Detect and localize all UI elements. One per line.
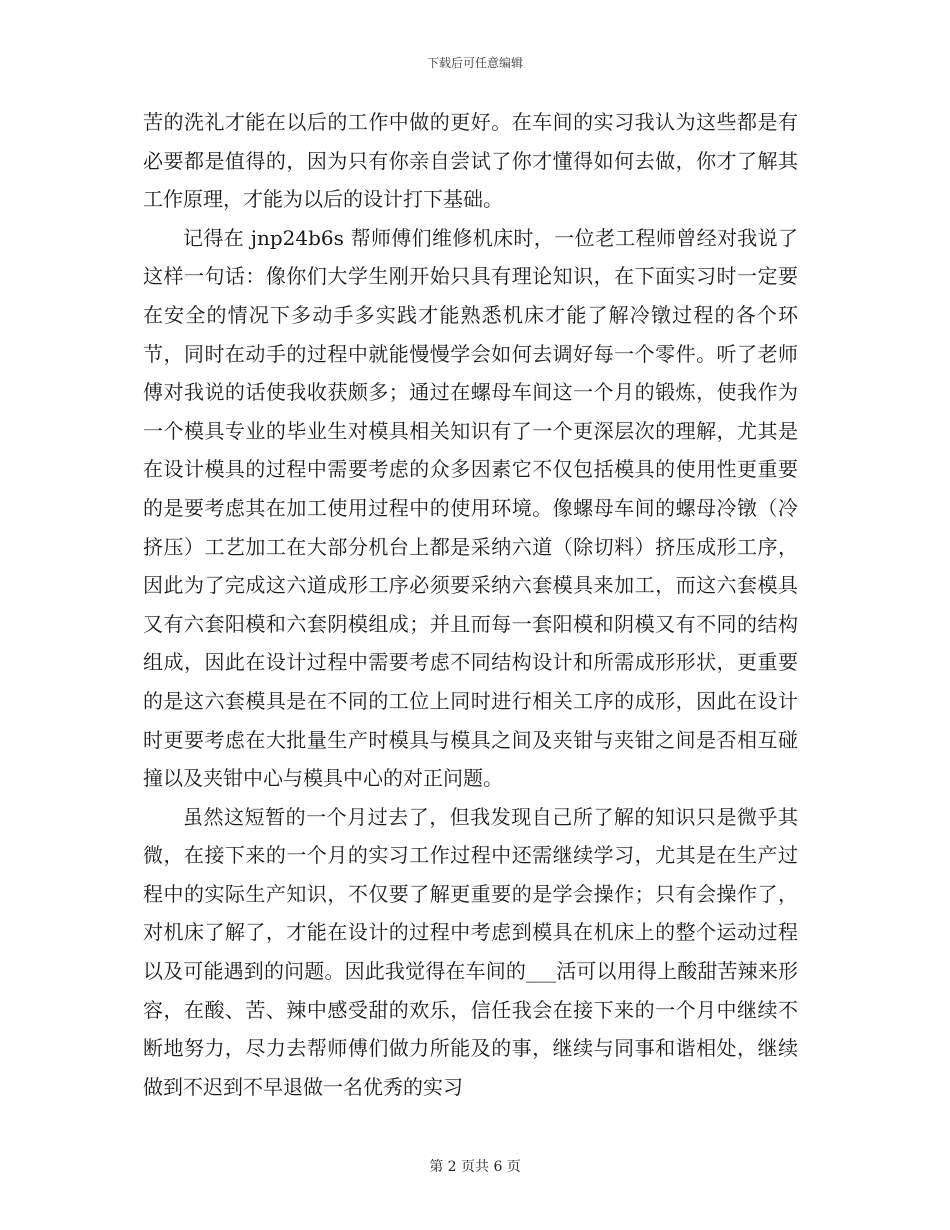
document-body [143,103,798,1106]
page-footer: 第 2 页共 6 页 [429,1159,521,1175]
paragraph-2: 记得在 jnp24b6s 帮师傅们维修机床时，一位老工程师曾经对我说了这样一句话：像你们大学生刚开始只具有理论知识，在下面实习时一定要在安全的情况下多动手多实践才能熟悉机床才能了解冷镦过程的各个环节，同时在动手的过程中就能慢慢学会如何去调好每一个零件。听了老师傅对我说的话使我收获颇多；通过在螺母车间这一个月的锻炼，使我作为一个模具专业的毕业生对模具相关知识有了一个更深层次的理解，尤其是在设计模具的过程中需要考虑的众多因素它不仅包括模具的使用性更重要的是要考虑其在加工使用过程中的使用环境。像螺母车间的螺母冷镦（冷挤压）工艺加工在大部分机台上都是采纳六道（除切料）挤压成形工序，因此为了完成这六道成形工序必须要采纳六套模具来加工，而这六套模具又有六套阳模和六套阴模组成；并且而每一套阳模和阴模又有不同的结构组成，因此在设计过程中需要考虑不同结构设计和所需成形形状，更重要的是这六套模具是在不同的工位上同时进行相关工序的成形，因此在设计时更要考虑在大批量生产时模具与模具之间及夹钳与夹钳之间是否相互碰撞以及夹钳中心与模具中心的对正问题。 [143,225,798,791]
paragraph-1: 苦的洗礼才能在以后的工作中做的更好。在车间的实习我认为这些都是有必要都是值得的，因为只有你亲自尝试了你才懂得如何去做，你才了解其工作原理，才能为以后的设计打下基础。 [143,110,798,212]
paragraph-3: 虽然这短暂的一个月过去了，但我发现自己所了解的知识只是微乎其微，在接下来的一个月的实习工作过程中还需继续学习，尤其是在生产过程中的实际生产知识，不仅要了解更重要的是学会操作；只有会操作了，对机床了解了，才能在设计的过程中考虑到模具在机床上的整个运动过程以及可能遇到的问题。因此我觉得在车间的___活可以用得上酸甜苦辣来形容，在酸、苦、辣中感受甜的欢乐，信任我会在接下来的一个月中继续不断地努力，尽力去帮师傅们做力所能及的事，继续与同事和谐相处，继续做到不迟到不早退做一名优秀的实习 [143,804,798,1099]
page-header: 下载后可任意编辑 [426,56,523,70]
